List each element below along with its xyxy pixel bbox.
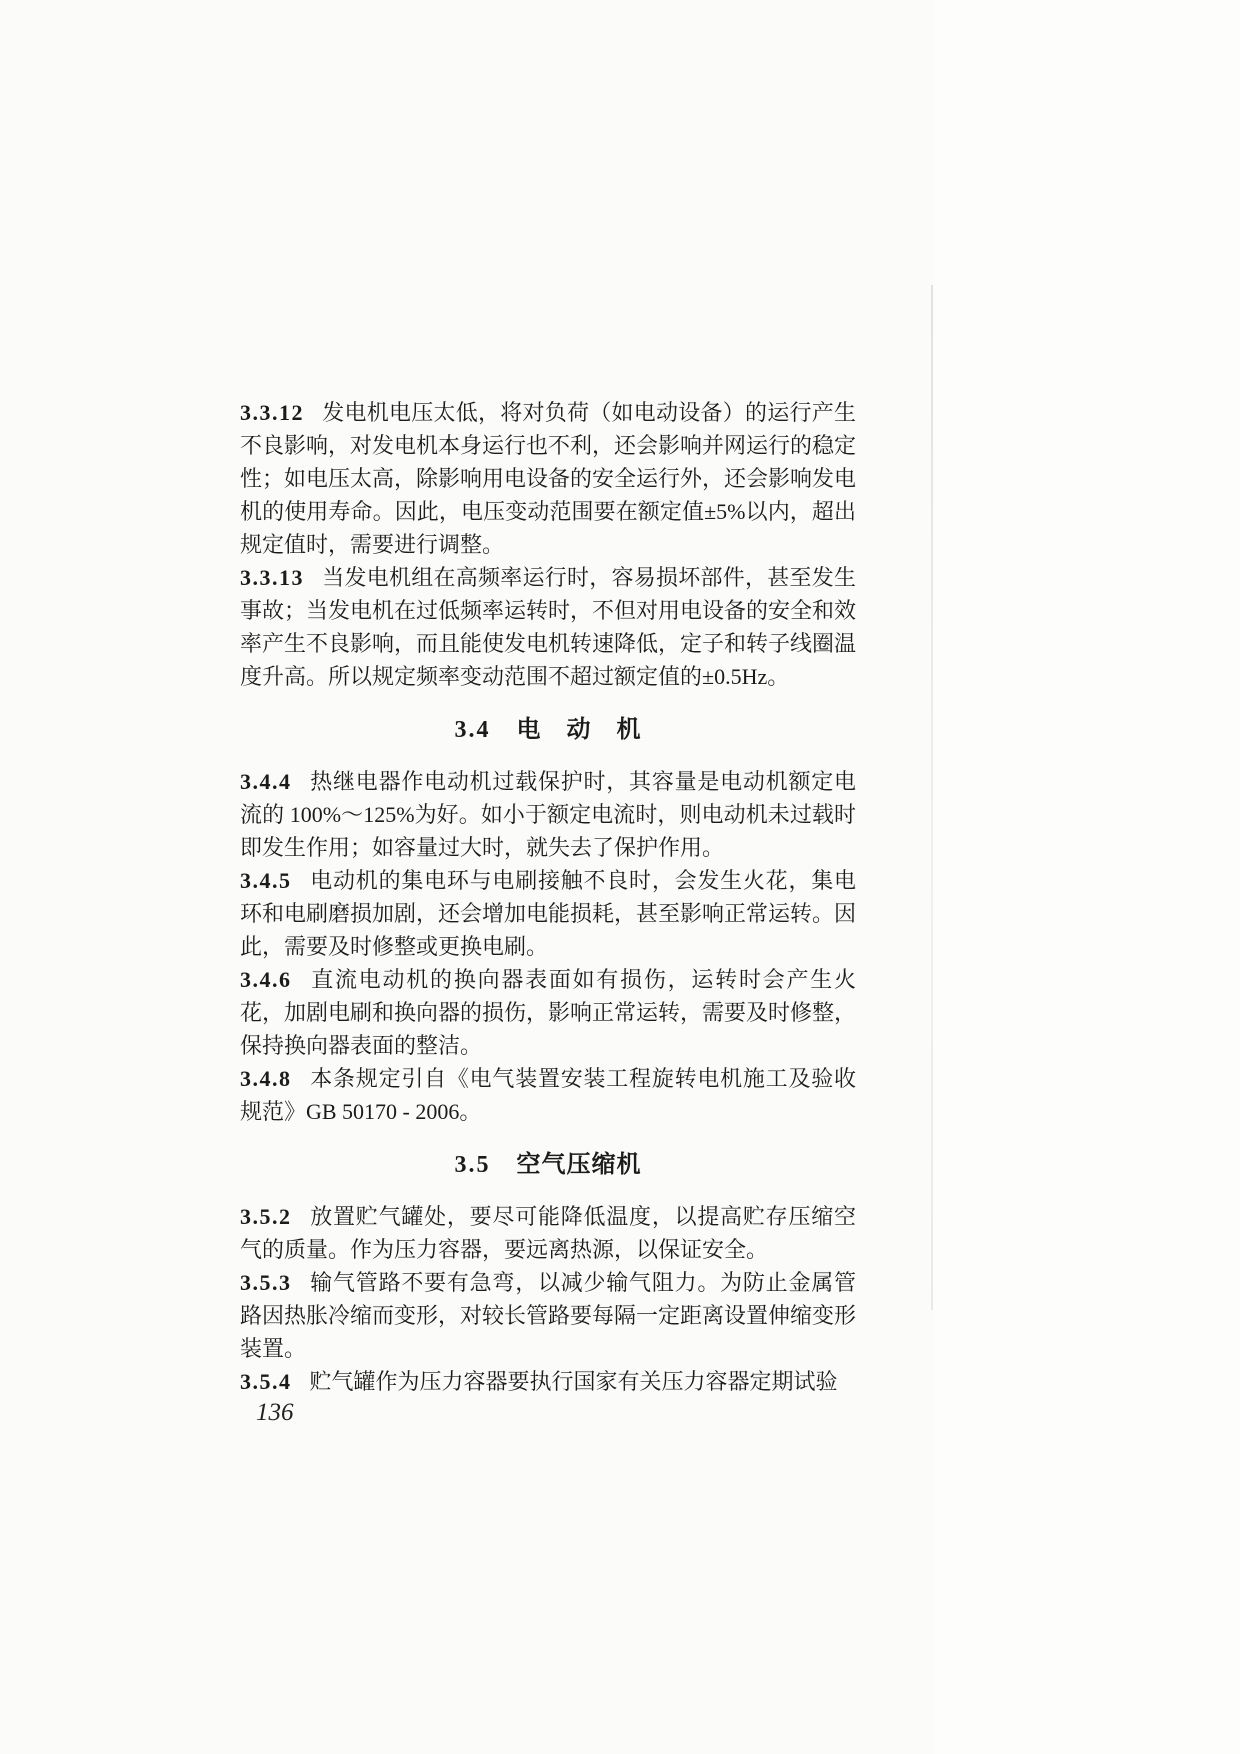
clause-number: 3.3.13 xyxy=(240,565,304,590)
clause-text: 当发电机组在高频率运行时，容易损坏部件，甚至发生事故；当发电机在过低频率运转时，不但对用电设备的安全和效率产生不良影响，而且能使发电机转速降低，定子和转子线圈温度升高。所以规定频率变动范围不超过额定值的±0.5Hz。 xyxy=(240,565,857,689)
clause-number: 3.5.4 xyxy=(240,1369,292,1394)
clause-number: 3.4.5 xyxy=(240,868,292,893)
clause-paragraph xyxy=(240,1062,856,1128)
clause-text: 输气管路不要有急弯，以减少输气阻力。为防止金属管路因热胀冷缩而变形，对较长管路要每隔一定距离设置伸缩变形装置。 xyxy=(240,1270,857,1361)
clause-number: 3.4.4 xyxy=(240,769,292,794)
clause-text: 发电机电压太低，将对负荷（如电动设备）的运行产生不良影响，对发电机本身运行也不利，还会影响并网运行的稳定性；如电压太高，除影响用电设备的安全运行外，还会影响发电机的使用寿命。因此，电压变动范围要在额定值±5%以内，超出规定值时，需要进行调整。 xyxy=(240,400,857,557)
clause-text: 本条规定引自《电气装置安装工程旋转电机施工及验收规范》GB 50170 - 2006。 xyxy=(240,1066,856,1124)
clause-text: 热继电器作电动机过载保护时，其容量是电动机额定电流的 100%～125%为好。如小于额定电流时，则电动机未过载时即发生作用；如容量过大时，就失去了保护作用。 xyxy=(240,769,856,860)
section-heading xyxy=(240,710,856,750)
section-title: 电 动 机 xyxy=(516,717,642,743)
clause-text: 放置贮气罐处，要尽可能降低温度，以提高贮存压缩空气的质量。作为压力容器，要远离热源，以保证安全。 xyxy=(240,1204,856,1262)
clause-paragraph xyxy=(240,1200,856,1266)
clause-paragraph xyxy=(240,864,856,963)
clause-number: 3.5.2 xyxy=(240,1204,292,1229)
clause-text: 直流电动机的换向器表面如有损伤，运转时会产生火花，加剧电刷和换向器的损伤，影响正常运转，需要及时修整，保持换向器表面的整洁。 xyxy=(240,967,857,1058)
clause-paragraph xyxy=(240,1266,856,1365)
clause-paragraph xyxy=(240,963,856,1062)
section-title: 空气压缩机 xyxy=(516,1152,642,1178)
clause-paragraph xyxy=(240,765,856,864)
section-number: 3.4 xyxy=(454,717,491,743)
clause-number: 3.4.8 xyxy=(240,1066,292,1091)
clause-paragraph xyxy=(240,561,856,693)
clause-paragraph xyxy=(240,396,856,561)
section-heading xyxy=(240,1145,856,1185)
page-number: 136 xyxy=(256,1399,294,1426)
clause-paragraph xyxy=(240,1365,856,1398)
clause-text: 电动机的集电环与电刷接触不良时，会发生火花，集电环和电刷磨损加剧，还会增加电能损耗，甚至影响正常运转。因此，需要及时修整或更换电刷。 xyxy=(240,868,857,959)
clause-number: 3.3.12 xyxy=(240,400,304,425)
section-number: 3.5 xyxy=(454,1152,491,1178)
clause-text: 贮气罐作为压力容器要执行国家有关压力容器定期试验 xyxy=(309,1369,838,1394)
scan-edge-line-artifact xyxy=(931,285,933,1310)
clause-number: 3.5.3 xyxy=(240,1270,292,1295)
scan-edge-bright-region xyxy=(933,0,1240,1754)
clause-number: 3.4.6 xyxy=(240,967,292,992)
text-block xyxy=(240,396,856,1398)
